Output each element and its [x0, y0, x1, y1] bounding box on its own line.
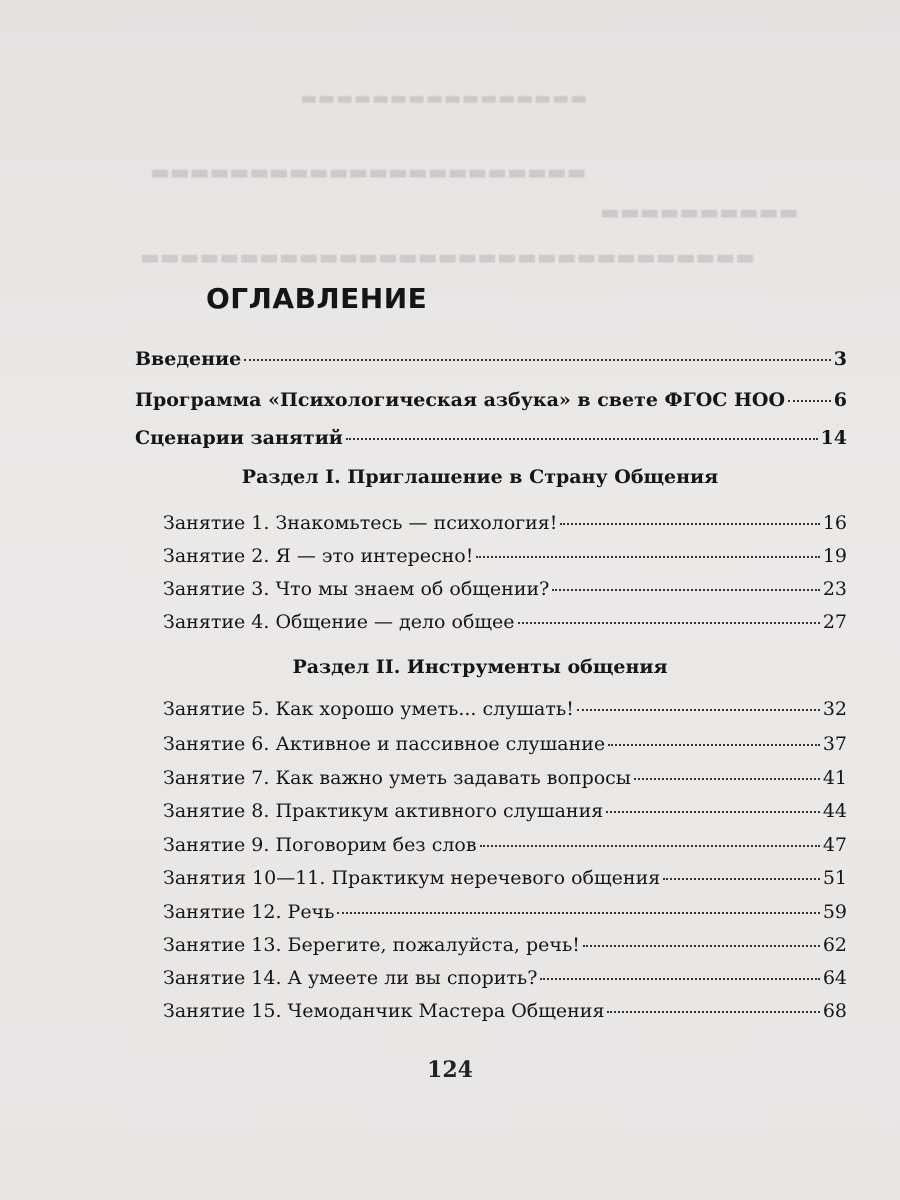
toc-title: ОГЛАВЛЕНИЕ	[206, 282, 428, 315]
toc-entry-lesson-6[interactable]	[163, 733, 847, 755]
toc-entry-program[interactable]	[135, 389, 847, 411]
toc-entry-lesson-5[interactable]	[163, 698, 847, 720]
toc-entry-lesson-3[interactable]	[163, 578, 847, 600]
toc-entry-label: Занятие 14. А умеете ли вы спорить?	[163, 967, 538, 989]
toc-entry-label: Занятие 6. Активное и пассивное слушание	[163, 733, 606, 755]
toc-entry-lesson-2[interactable]	[163, 545, 847, 567]
dot-leader	[583, 945, 820, 947]
dot-leader	[540, 978, 819, 980]
toc-entry-page: 47	[822, 834, 847, 856]
bleed-through-line: ▬▬▬▬▬▬▬▬▬▬	[600, 200, 799, 224]
toc-entry-page: 14	[820, 427, 847, 449]
toc-entry-page: 16	[822, 512, 847, 534]
toc-entry-page: 44	[822, 800, 847, 822]
toc-entry-page: 27	[822, 611, 847, 633]
dot-leader	[577, 709, 820, 711]
toc-entry-label: Занятие 3. Что мы знаем об общении?	[163, 578, 550, 600]
dot-leader	[788, 400, 831, 402]
dot-leader	[607, 1011, 819, 1013]
section-heading-1: Раздел I. Приглашение в Страну Общения	[241, 466, 719, 488]
dot-leader	[634, 778, 820, 780]
toc-entry-lesson-13[interactable]	[163, 934, 847, 956]
toc-entry-label: Занятие 4. Общение — дело общее	[163, 611, 515, 633]
toc-entry-lesson-8[interactable]	[163, 800, 847, 822]
toc-entry-page: 68	[822, 1000, 847, 1022]
toc-entry-lesson-7[interactable]	[163, 767, 847, 789]
toc-entry-page: 59	[822, 901, 847, 923]
toc-entry-lesson-1[interactable]	[163, 512, 847, 534]
toc-entry-label: Занятие 5. Как хорошо уметь... слушать!	[163, 698, 574, 720]
dot-leader	[518, 622, 820, 624]
toc-entry-page: 6	[833, 389, 847, 411]
toc-entry-label: Занятие 12. Речь	[163, 901, 335, 923]
toc-entry-label: Введение	[135, 348, 242, 370]
bleed-through-header: ▬▬▬▬▬▬▬▬▬▬▬▬▬▬▬▬	[300, 88, 589, 109]
toc-entry-label: Занятие 8. Практикум активного слушания	[163, 800, 604, 822]
section-heading-2: Раздел II. Инструменты общения	[292, 656, 668, 678]
toc-entry-label: Занятие 9. Поговорим без слов	[163, 834, 477, 856]
toc-entry-label: Занятия 10—11. Практикум неречевого общения	[163, 867, 661, 889]
toc-entry-label: Занятие 7. Как важно уметь задавать вопросы	[163, 767, 631, 789]
toc-entry-page: 23	[822, 578, 847, 600]
dot-leader	[560, 523, 819, 525]
toc-entry-label: Занятие 15. Чемоданчик Мастера Общения	[163, 1000, 605, 1022]
toc-entry-label: Сценарии занятий	[135, 427, 343, 449]
toc-entry-page: 3	[833, 348, 847, 370]
dot-leader	[606, 811, 820, 813]
toc-entry-lesson-10-11[interactable]	[163, 867, 847, 889]
dot-leader	[476, 556, 819, 558]
toc-entry-page: 37	[822, 733, 847, 755]
dot-leader	[480, 845, 820, 847]
toc-entry-page: 41	[822, 767, 847, 789]
toc-entry-scenarios[interactable]	[135, 427, 847, 449]
page-number: 124	[427, 1057, 473, 1083]
toc-entry-page: 62	[822, 934, 847, 956]
dot-leader	[244, 359, 831, 361]
toc-entry-page: 19	[822, 545, 847, 567]
dot-leader	[663, 878, 820, 880]
toc-entry-lesson-14[interactable]	[163, 967, 847, 989]
toc-entry-label: Занятие 2. Я — это интересно!	[163, 545, 474, 567]
toc-entry-lesson-15[interactable]	[163, 1000, 847, 1022]
toc-entry-lesson-4[interactable]	[163, 611, 847, 633]
bleed-through-line: ▬▬▬▬▬▬▬▬▬▬▬▬▬▬▬▬▬▬▬▬▬▬▬▬▬▬▬▬▬▬▬	[140, 245, 756, 269]
toc-entry-label: Занятие 1. Знакомьтесь — психология!	[163, 512, 558, 534]
toc-entry-page: 32	[822, 698, 847, 720]
toc-entry-page: 51	[822, 867, 847, 889]
dot-leader	[552, 589, 819, 591]
dot-leader	[608, 744, 820, 746]
toc-entry-page: 64	[822, 967, 847, 989]
toc-entry-label: Занятие 13. Берегите, пожалуйста, речь!	[163, 934, 580, 956]
bleed-through-line: ▬▬▬▬▬▬▬▬▬▬▬▬▬▬▬▬▬▬▬▬▬▬	[150, 160, 587, 184]
toc-entry-lesson-9[interactable]	[163, 834, 847, 856]
toc-entry-lesson-12[interactable]	[163, 901, 847, 923]
toc-entry-introduction[interactable]	[135, 348, 847, 370]
dot-leader	[346, 438, 818, 440]
dot-leader	[337, 912, 819, 914]
toc-entry-label: Программа «Психологическая азбука» в свете ФГОС НОО	[135, 389, 786, 411]
